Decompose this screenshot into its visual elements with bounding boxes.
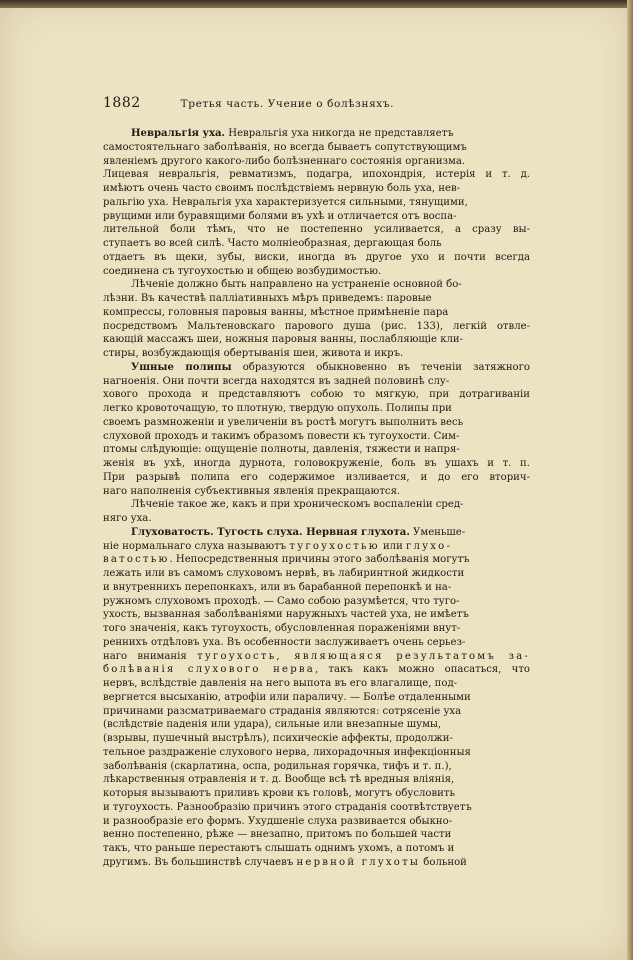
text-line xyxy=(103,718,530,732)
text-line xyxy=(103,787,530,801)
text-segment: женія въ ухѣ, иногда дурнота, головокруженіе, боль въ ушахъ и т. п. xyxy=(103,458,530,469)
text-line xyxy=(103,856,530,870)
text-line xyxy=(103,622,530,636)
text-segment: рвущими или буравящими болями въ ухѣ и отличается отъ воспа- xyxy=(103,210,457,222)
text-line xyxy=(103,416,530,430)
text-line xyxy=(103,443,530,457)
text-segment: няго уха. xyxy=(103,513,152,524)
text-segment: тельное раздраженіе слухового нерва, лихорадочныя инфекціонныя xyxy=(103,746,471,758)
text-line xyxy=(103,457,530,471)
text-segment: самостоятельнаго заболѣванія, но всегда бываетъ сопутствующимъ xyxy=(103,141,467,153)
text-segment: ральгію уха. Невральгія уха характеризуется сильными, тянущими, xyxy=(103,196,468,208)
text-segment: нервъ, вслѣдствіе давленія на него выпота въ его влагалище, под- xyxy=(103,678,458,689)
running-title: Третья часть. Учение о болѣзняхъ. xyxy=(180,98,395,110)
text-segment: образуются обыкновенно въ теченіи затяжного xyxy=(231,361,530,373)
text-segment: и разнообразіе его формъ. Ухудшеніе слуха развивается обыкно- xyxy=(103,815,453,827)
text-line xyxy=(103,182,530,196)
text-segment: больной xyxy=(420,856,467,868)
text-segment: отдаетъ въ щеки, зубы, виски, иногда въ другое ухо и почти всегда xyxy=(103,251,530,263)
text-segment: посредствомъ Мальтеновскаго парового душа (рис. 133), легкій отвле- xyxy=(103,320,530,332)
text-line xyxy=(103,375,530,389)
text-line xyxy=(103,746,530,760)
spaced-emphasis-text: болѣванія слухового нерва xyxy=(103,664,315,676)
text-segment: и тугоухость. Разнообразію причинъ этого страданія соотвѣтствуетъ xyxy=(103,801,472,813)
text-line xyxy=(103,347,530,361)
text-line xyxy=(103,168,530,182)
text-segment: ніе нормальнаго слуха называютъ xyxy=(103,540,290,552)
text-segment: заболѣванія (скарлатина, оспа, родильная горячка, тифъ и т. п.), xyxy=(103,760,452,772)
text-segment: (вслѣдствіе паденія или удара), сильные или внезапные шумы, xyxy=(103,719,442,731)
text-line xyxy=(103,705,530,719)
text-line xyxy=(103,388,530,402)
text-line xyxy=(103,430,530,444)
text-line xyxy=(103,155,530,169)
text-line xyxy=(103,663,530,677)
text-segment: лежать или въ самомъ слуховомъ нервѣ, въ лабиринтной жидкости xyxy=(103,568,465,579)
text-line xyxy=(103,265,530,279)
text-line xyxy=(103,306,530,320)
text-segment: Лицевая невральгія, ревматизмъ, подагра, ипохондрія, истерія и т. д. xyxy=(103,169,530,181)
text-line xyxy=(103,196,530,210)
text-segment: нагноенія. Они почти всегда находятся въ задней половинѣ слу- xyxy=(103,375,450,387)
text-line xyxy=(103,760,530,774)
spaced-emphasis-text: тугоухостью xyxy=(289,540,380,552)
text-line xyxy=(103,553,530,567)
text-segment: соединена съ тугоухостью и общею возбудимостью. xyxy=(103,265,382,277)
text-segment: Уменьше- xyxy=(409,526,466,538)
text-segment: причинами разсматриваемаго страданія являются: сотрясеніе уха xyxy=(103,705,462,717)
text-segment: вергнется высыханію, атрофіи или параличу. — Болѣе отдаленными xyxy=(103,691,471,703)
text-segment: кающій массажъ шеи, ножныя паровыя ванны, послабляющіе кли- xyxy=(103,334,464,346)
text-segment: ухость, вызванная заболѣваніями наружныхъ частей уха, не имѣетъ xyxy=(103,609,469,621)
text-line xyxy=(103,320,530,334)
bold-heading-text: Ушные полипы xyxy=(131,361,232,373)
text-line xyxy=(103,828,530,842)
text-line xyxy=(103,677,530,691)
text-segment: венно постепенно, рѣже — внезапно, притомъ по большей части xyxy=(103,829,452,841)
text-line xyxy=(103,278,530,292)
text-segment: компрессы, головныя паровыя ванны, мѣстное примѣненіе пара xyxy=(103,306,449,318)
text-segment: (взрывы, пушечный выстрѣлъ), психическіе аффекты, продолжи- xyxy=(103,733,453,744)
text-line xyxy=(103,402,530,416)
text-line xyxy=(103,608,530,622)
text-segment: . Непосредственныя причины этого заболѣванія могутъ xyxy=(169,554,470,566)
text-line xyxy=(103,485,530,499)
page-body-text xyxy=(103,127,530,870)
text-segment: имѣютъ очень часто своимъ послѣдствіемъ нервную боль уха, нев- xyxy=(103,183,461,194)
text-segment: реннихъ отдѣловъ уха. Въ особенности заслуживаетъ очень серьез- xyxy=(103,636,466,648)
text-segment: ступаетъ во всей силѣ. Часто молніеобразная, дергающая боль xyxy=(103,238,442,249)
text-line xyxy=(103,471,530,485)
text-segment: Лѣченіе должно быть направлено на устраненіе основной бо- xyxy=(131,279,462,291)
text-line xyxy=(103,773,530,787)
text-line xyxy=(103,223,530,237)
text-line xyxy=(103,251,530,265)
text-segment: , такъ какъ можно опасаться, что xyxy=(314,664,530,676)
text-segment: легко кровоточащую, то плотную, твердую опухоль. Полипы при xyxy=(103,403,452,414)
text-line xyxy=(103,237,530,251)
spaced-emphasis-text: нервной глухоты xyxy=(296,856,421,868)
bold-heading-text: Глуховатость. Тугость слуха. Нервная глухота. xyxy=(131,526,410,538)
text-segment: лѣзни. Въ качествѣ палліативныхъ мѣръ приведемъ: паровые xyxy=(103,293,432,304)
text-segment: Невральгія уха никогда не представляетъ xyxy=(225,128,454,139)
text-segment: такъ, что раньше перестаютъ слышать однимъ ухомъ, а потомъ и xyxy=(103,843,455,854)
text-segment: наго вниманія xyxy=(103,650,198,662)
text-segment: лѣкарственныя отравленія и т. д. Вообще всѣ тѣ вредныя вліянія, xyxy=(103,774,455,786)
text-line xyxy=(103,127,530,141)
text-line xyxy=(103,526,530,540)
text-line xyxy=(103,141,530,155)
text-line xyxy=(103,581,530,595)
text-line xyxy=(103,333,530,347)
bold-heading-text: Невральгія уха. xyxy=(131,128,226,139)
page-number: 1882 xyxy=(103,95,141,111)
spaced-emphasis-text: ватостью xyxy=(103,554,170,566)
text-line xyxy=(103,292,530,306)
text-segment: явленіемъ другого какого-либо болѣзненнаго состоянія организма. xyxy=(103,155,466,167)
text-segment: и внутреннихъ перепонкахъ, или въ барабанной перепонкѣ и на- xyxy=(103,581,452,593)
text-segment: или xyxy=(379,540,407,552)
spaced-emphasis-text: глухо- xyxy=(406,540,453,552)
text-segment: своемъ размноженіи и увеличеніи въ ростѣ могутъ выполнить весь xyxy=(103,416,464,428)
text-line xyxy=(103,691,530,705)
text-line xyxy=(103,842,530,856)
text-line xyxy=(103,815,530,829)
text-line xyxy=(103,210,530,224)
text-line xyxy=(103,512,530,526)
text-line xyxy=(103,595,530,609)
text-segment: хового прохода и представляютъ собою то мягкую, при дотрагиваніи xyxy=(103,389,530,401)
text-line xyxy=(103,498,530,512)
text-segment: лительной боли тѣмъ, что не постепенно усиливается, а сразу вы- xyxy=(103,224,530,236)
text-line xyxy=(103,732,530,746)
text-line xyxy=(103,801,530,815)
scan-right-edge xyxy=(627,0,633,960)
text-line xyxy=(103,567,530,581)
text-segment: птомы слѣдующіе: ощущеніе полноты, давленія, тяжести и напря- xyxy=(103,444,460,456)
spaced-emphasis-text: тугоухость, являющаяся результатомъ за- xyxy=(197,650,530,662)
text-segment: которыя вызываютъ приливъ крови къ головѣ, могутъ обусловить xyxy=(103,788,455,799)
text-line xyxy=(103,650,530,664)
text-segment: слуховой проходъ и такимъ образомъ повести къ тугоухости. Сим- xyxy=(103,430,460,442)
text-segment: наго наполненія субъективныя явленія прекращаются. xyxy=(103,485,401,497)
scan-top-edge xyxy=(0,0,633,8)
text-segment: другимъ. Въ большинствѣ случаевъ xyxy=(103,856,297,868)
text-segment: При разрывѣ полипа его содержимое изливается, и до его вторич- xyxy=(103,471,530,483)
text-segment: стиры, возбуждающія обертыванія шеи, живота и икръ. xyxy=(103,348,404,359)
text-line xyxy=(103,361,530,375)
text-line xyxy=(103,636,530,650)
text-segment: ружномъ слуховомъ проходѣ. — Само собою разумѣется, что туго- xyxy=(103,595,460,607)
text-segment: того значенія, какъ тугоухость, обусловленная пораженіями внут- xyxy=(103,623,461,634)
running-header xyxy=(103,96,533,111)
text-segment: Лѣченіе такое же, какъ и при хроническомъ воспаленіи сред- xyxy=(131,499,464,511)
text-line xyxy=(103,540,530,554)
